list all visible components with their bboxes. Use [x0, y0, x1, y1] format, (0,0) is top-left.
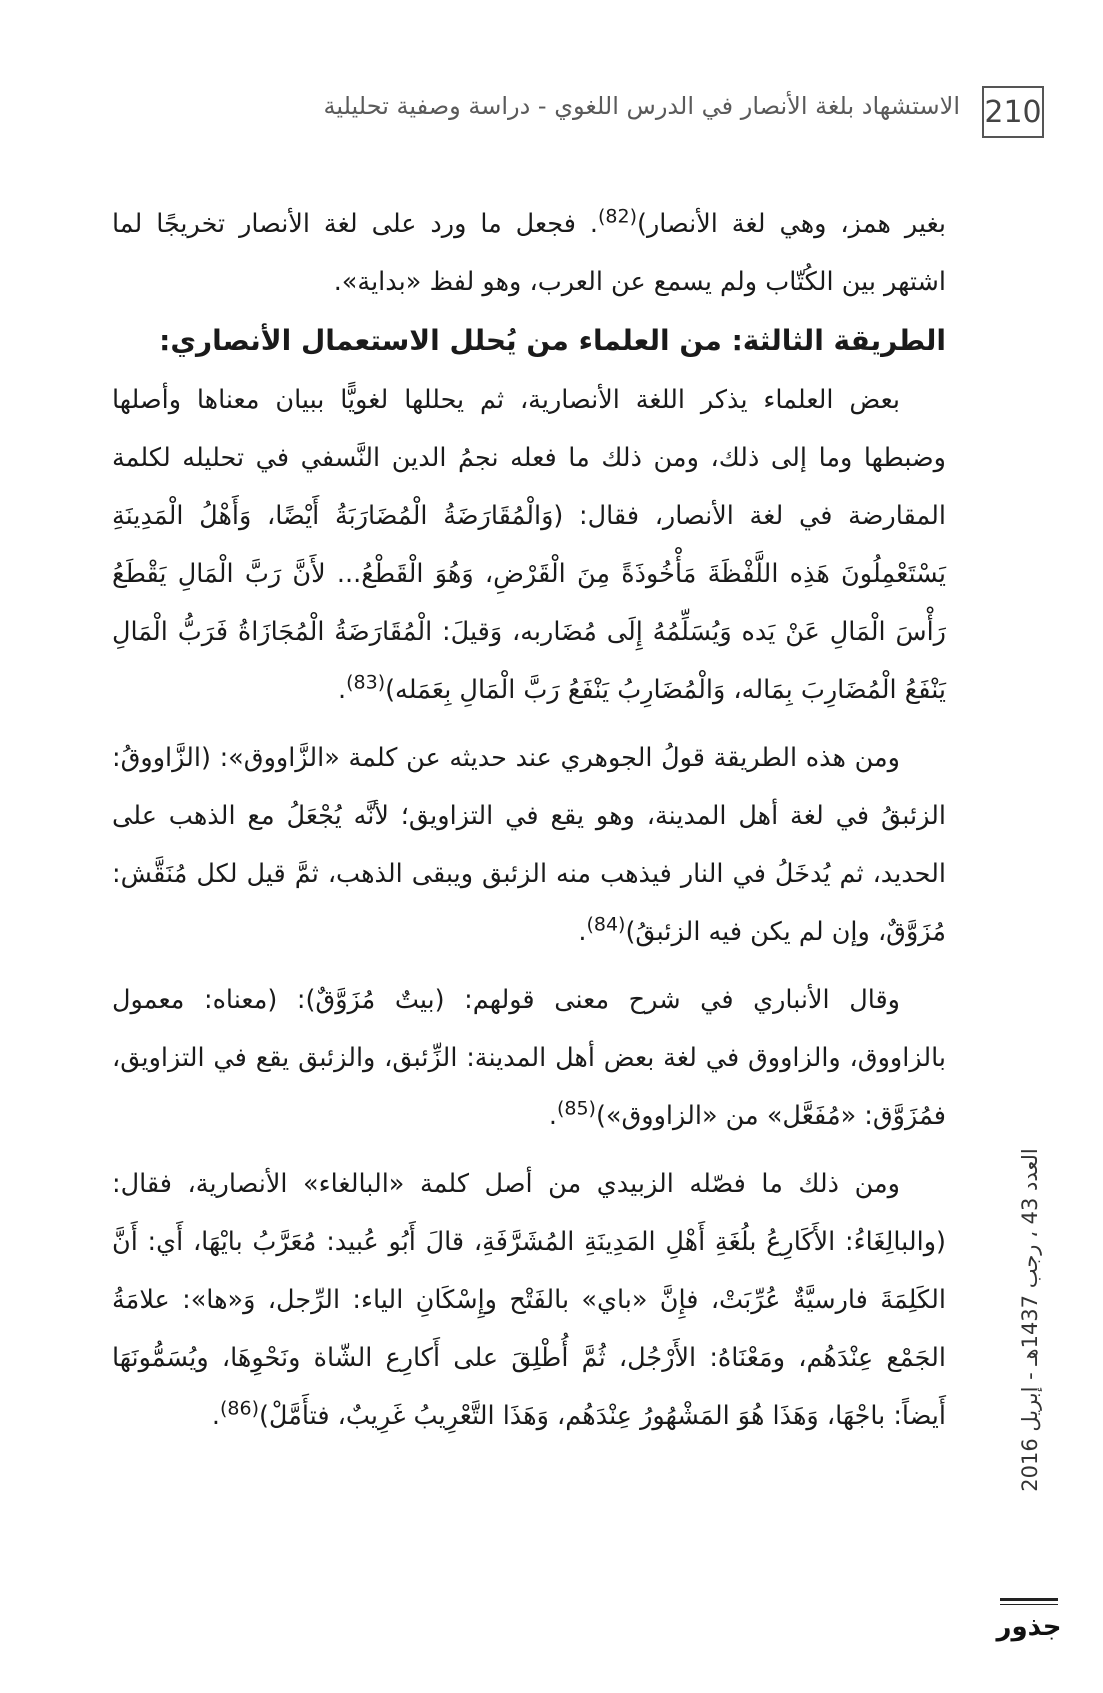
issue-info-strip [1000, 1080, 1060, 1560]
footnote-ref-84[interactable]: (84) [586, 913, 626, 936]
paragraph-continuation: بغير همز، وهي لغة الأنصار)$^{(82)}$. فجعل ما ورد على لغة الأنصار تخريجًا لما اشتهر بين الكُتّاب ولم يسمع عن العرب، وهو لفظ «بداية». [112, 205, 946, 297]
paragraph-anbari: وقال الأنباري في شرح معنى قولهم: (بيتٌ مُزَوَّقٌ): (معناه: معمول بالزاووق، والزاووق في لغة بعض أهل المدينة: الزِّئبق، والزئبق يقع في التزاويق، فمُزَوَّق: «مُفَعَّل» من «الزاووق»)$^{(85)}$. [112, 985, 946, 1131]
paragraph-zabidi: ومن ذلك ما فصّله الزبيدي من أصل كلمة «البالغاء» الأنصارية، فقال: (والبالِغَاءُ: الأَكَارِعُ بلُغَةِ أَهْلِ المَدِينَةِ المُشَرَّفَةِ، قالَ أَبُو عُبيد: مُعَرَّبُ بايْهَا، أَي: أَنَّ الكَلِمَةَ فارسيَّةٌ عُرِّبَتْ، فإِنَّ «باي» بالفَتْح وإِسْكَانِ الياء: الرِّجل، وَ«ها»: علامَةُ الجَمْع عِنْدَهُم، ومَعْنَاهُ: الأَرْجُل، ثُمَّ أُطْلِقَ على أَكارِع الشّاة ونَحْوِهَا، ويُسَمُّونَهَا أَيضاً: باجْهَا، وَهَذَا هُوَ المَشْهُورُ عِنْدَهُم، وَهَذَا التَّعْرِيبُ غَرِيبٌ، فتأَمَّلْ)$^{(86)}$. [112, 1169, 946, 1431]
article-body [112, 195, 946, 1445]
section-heading: الطريقة الثالثة: من العلماء من يُحلل الاستعمال الأنصاري: [159, 324, 946, 357]
paragraph-jawhari: ومن هذه الطريقة قولُ الجوهري عند حديثه عن كلمة «الزَّاووق»: (الزَّاووقُ: الزئبقُ في لغة أهل المدينة، وهو يقع في التزاويق؛ لأنَّه يُجْعَلُ مع الذهب على الحديد، ثم يُدخَلُ في النار فيذهب منه الزئبق ويبقى الذهب، ثمَّ قيل لكل مُنَقَّش: مُزَوَّقٌ، وإن لم يكن فيه الزئبقُ)$^{(84)}$. [112, 743, 946, 947]
footnote-ref-83[interactable]: (83) [346, 671, 386, 694]
running-header-title: الاستشهاد بلغة الأنصار في الدرس اللغوي - دراسة وصفية تحليلية [323, 92, 960, 120]
paragraph-nasafi: بعض العلماء يذكر اللغة الأنصارية، ثم يحللها لغويًّا ببيان معناها وأصلها وضبطها وما إلى ذلك، ومن ذلك ما فعله نجمُ الدين النَّسفي في تحليله لكلمة المقارضة في لغة الأنصار، فقال: (وَالْمُقَارَضَةُ الْمُضَارَبَةُ أَيْضًا، وَأَهْلُ الْمَدِينَةِ يَسْتَعْمِلُونَ هَذِه اللَّفْظَةَ مَأْخُوذَةً مِنَ الْقَرْضِ، وَهُوَ الْقَطْعُ... لأَنَّ رَبَّ الْمَالِ يَقْطَعُ رَأْسَ الْمَالِ عَنْ يَده وَيُسَلِّمُهُ إِلَى مُضَاربه، وَقيلَ: الْمُقَارَضَةُ الْمُجَازَاةُ فَرَبُّ الْمَالِ يَنْفَعُ الْمُضَارِبَ بِمَاله، وَالْمُضَارِبُ يَنْفَعُ رَبَّ الْمَالِ بِعَمَله)$^{(83)}$. [112, 385, 946, 705]
footnote-ref-85[interactable]: (85) [556, 1097, 596, 1120]
journal-logo: جذور [996, 1612, 1062, 1642]
footnote-ref-86[interactable]: (86) [219, 1397, 259, 1420]
footnote-ref-82[interactable]: (82) [597, 205, 638, 228]
side-divider [1000, 1598, 1058, 1605]
issue-info-text: العدد 43 ، رجب 1437هـ - إبريل 2016 [1018, 1148, 1042, 1492]
page-number: 210 [982, 86, 1044, 138]
